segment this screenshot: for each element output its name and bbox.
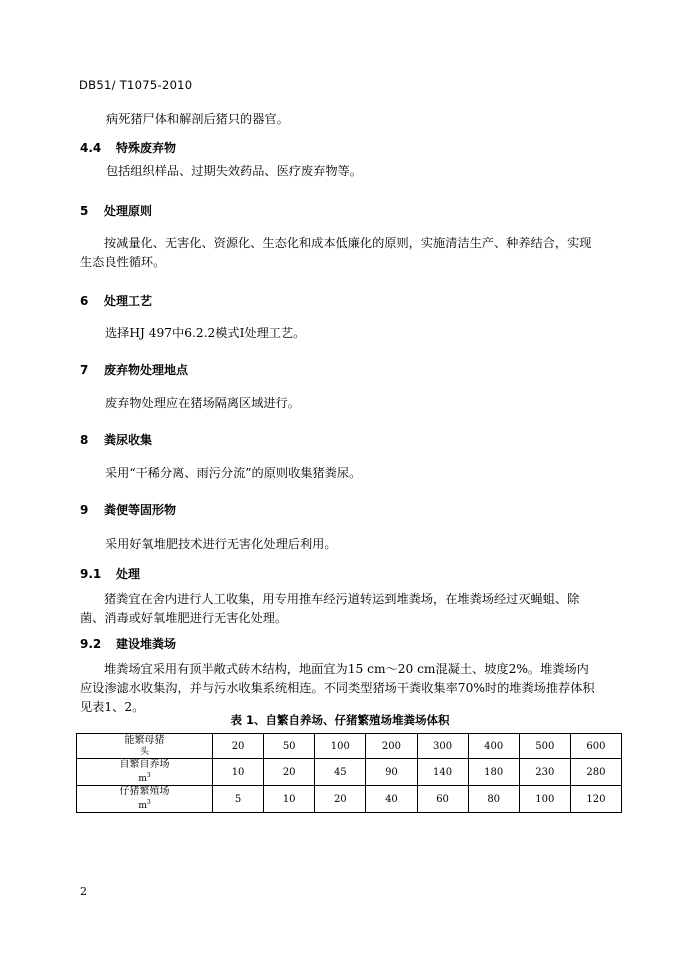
- section-4-4-heading: [80, 139, 176, 156]
- section-9-1-heading: [80, 565, 140, 582]
- section-title: 处理原则: [104, 204, 153, 218]
- table-cell: 20: [315, 786, 366, 813]
- table-cell: 45: [315, 759, 366, 786]
- paragraph-organs: 病死猪尸体和解剖后猪只的器官。: [106, 112, 289, 126]
- section-7-text: 废弃物处理应在猪场隔离区域进行。: [105, 396, 300, 410]
- row-label: 能繁母猪: [124, 734, 165, 746]
- table-cell: 100: [315, 734, 366, 759]
- section-6-heading: [80, 292, 152, 309]
- table-cell: 20: [264, 759, 315, 786]
- table-cell: 50: [264, 734, 315, 759]
- table-cell: 500: [519, 734, 570, 759]
- row-label-cell: [77, 759, 213, 786]
- table-cell: 180: [468, 759, 519, 786]
- section-title: 建设堆粪场: [116, 637, 177, 651]
- section-5-text: 按减量化、无害化、资源化、生态化和成本低廉化的原则，实施清洁生产、种养结合，实现生态良性循环。: [80, 236, 592, 269]
- table-cell: 20: [213, 734, 264, 759]
- pile-volume-table: [76, 733, 622, 813]
- section-title: 特殊废弃物: [116, 141, 177, 155]
- section-title: 粪尿收集: [104, 433, 153, 447]
- table-caption: 表 1、自繁自养场、仔猪繁殖场堆粪场体积: [230, 713, 450, 727]
- row-unit: [138, 774, 150, 784]
- page-number: 2: [80, 885, 87, 898]
- table-cell: 600: [570, 734, 621, 759]
- table-cell: 230: [519, 759, 570, 786]
- section-number: 8: [80, 433, 89, 447]
- section-9-2-heading: [80, 635, 176, 652]
- table-row: [77, 759, 622, 786]
- table-cell: 300: [417, 734, 468, 759]
- section-9-1-text: 猪粪宜在舍内进行人工收集，用专用推车经污道转运到堆粪场，在堆粪场经过灭蝇蛆、除菌、消毒或好氧堆肥进行无害化处理。: [80, 592, 580, 625]
- unit-base: m: [138, 774, 147, 784]
- table-row: [77, 786, 622, 813]
- table-cell: 140: [417, 759, 468, 786]
- table-cell: 200: [366, 734, 417, 759]
- section-5-heading: [80, 202, 152, 219]
- section-9-heading: [80, 501, 176, 518]
- section-9-2-text: 堆粪场宜采用有顶半敞式砖木结构，地面宜为15 cm～20 cm混凝土、坡度2%。堆粪场内应设渗滤水收集沟，并与污水收集系统相连。不同类型猪场干粪收集率70%时的堆粪场推荐体积见表1、2。: [80, 662, 595, 714]
- row-unit: [138, 801, 150, 811]
- row-label: 仔猪繁殖场: [119, 786, 170, 797]
- table-cell: 10: [213, 759, 264, 786]
- section-8-heading: [80, 431, 152, 448]
- table-cell: 60: [417, 786, 468, 813]
- table-cell: 40: [366, 786, 417, 813]
- section-title: 处理: [116, 567, 141, 581]
- section-number: 6: [80, 294, 89, 308]
- row-label-cell: [77, 734, 213, 759]
- table-cell: 280: [570, 759, 621, 786]
- table-cell: 400: [468, 734, 519, 759]
- table-cell: 120: [570, 786, 621, 813]
- unit-superscript: 3: [146, 772, 151, 779]
- section-title: 粪便等固形物: [104, 503, 177, 517]
- unit-base: m: [138, 801, 147, 811]
- table-cell: 100: [519, 786, 570, 813]
- unit-superscript: 3: [146, 799, 151, 806]
- section-8-text: 采用“干稀分离、雨污分流”的原则收集猪粪尿。: [105, 466, 362, 480]
- table-row: [77, 734, 622, 759]
- section-number: 7: [80, 363, 89, 377]
- section-number: 5: [80, 204, 89, 218]
- section-9-text: 采用好氧堆肥技术进行无害化处理后利用。: [105, 537, 337, 551]
- table-cell: 10: [264, 786, 315, 813]
- section-number: 4.4: [80, 141, 102, 155]
- section-number: 9.2: [80, 637, 102, 651]
- section-4-4-text: 包括组织样品、过期失效药品、医疗废弃物等。: [106, 164, 362, 178]
- section-7-heading: [80, 361, 188, 378]
- section-number: 9.1: [80, 567, 102, 581]
- section-6-text: 选择HJ 497中6.2.2模式Ⅰ处理工艺。: [105, 326, 306, 340]
- table-cell: 80: [468, 786, 519, 813]
- table-cell: 90: [366, 759, 417, 786]
- section-title: 处理工艺: [104, 294, 153, 308]
- table-cell: 5: [213, 786, 264, 813]
- section-title: 废弃物处理地点: [104, 363, 189, 377]
- row-label-cell: [77, 786, 213, 813]
- row-unit: 头: [139, 746, 149, 757]
- section-number: 9: [80, 503, 89, 517]
- row-label: 自繁自养场: [119, 759, 170, 770]
- document-code: DB51/ T1075-2010: [79, 78, 193, 92]
